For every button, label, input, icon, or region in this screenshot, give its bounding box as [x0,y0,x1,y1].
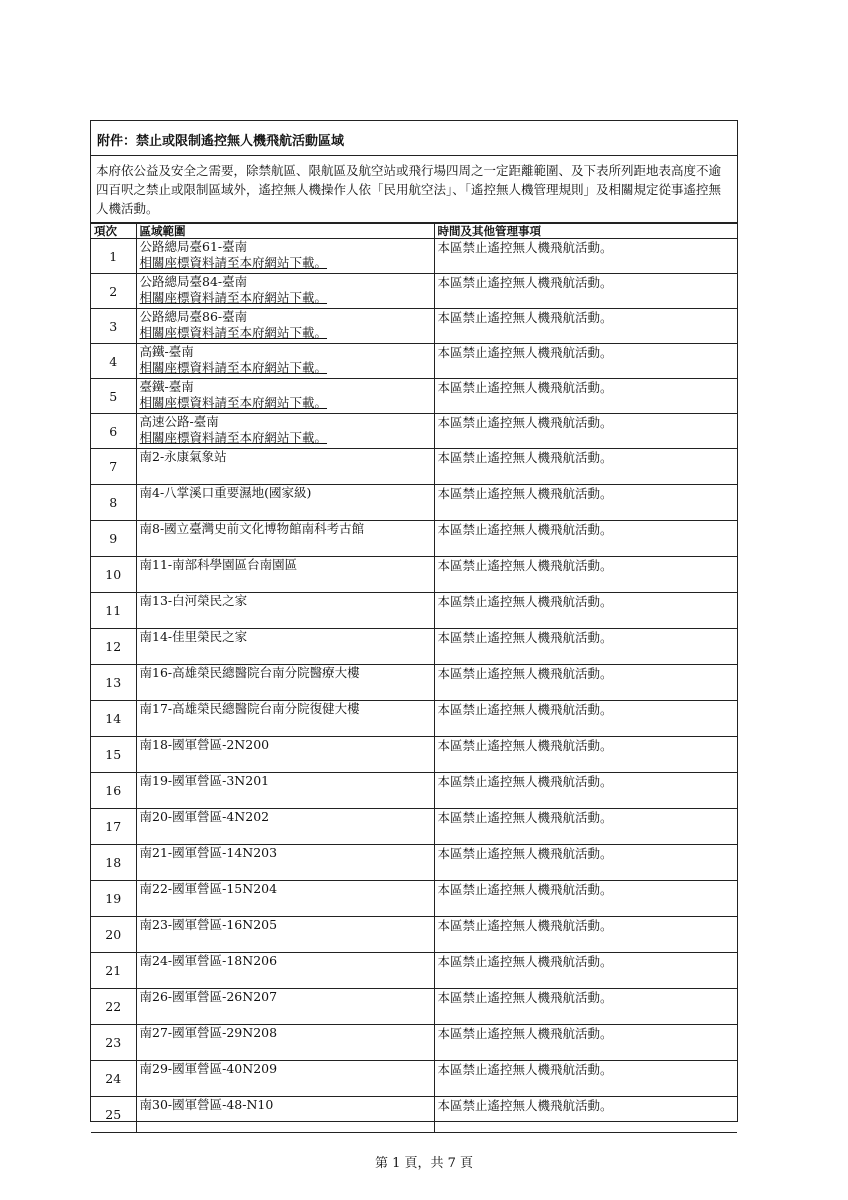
coordinate-note: 相關座標資料請至本府網站下載。 [139,255,328,270]
row-area [136,665,434,701]
table-row [91,1025,737,1061]
row-area [136,1061,434,1097]
row-number: 25 [91,1097,136,1133]
row-area [136,989,434,1025]
row-number: 7 [91,449,136,485]
row-area [136,917,434,953]
row-number: 3 [91,309,136,344]
area-name: 南14-佳里榮民之家 [139,629,248,644]
row-number: 11 [91,593,136,629]
area-name: 南24-國軍營區-18N206 [139,953,278,968]
row-area [136,274,434,309]
row-area [136,485,434,521]
row-number: 8 [91,485,136,521]
table-row [91,309,737,344]
row-area [136,809,434,845]
row-area [136,239,434,274]
row-rule: 本區禁止遙控無人機飛航活動。 [434,521,737,557]
row-rule: 本區禁止遙控無人機飛航活動。 [434,449,737,485]
area-name: 南20-國軍營區-4N202 [139,809,270,824]
area-name: 高鐵-臺南 [139,344,194,359]
table-row [91,239,737,274]
table-row [91,449,737,485]
area-name: 南16-高雄榮民總醫院台南分院醫療大樓 [139,665,360,680]
row-area [136,1097,434,1133]
coordinate-note: 相關座標資料請至本府網站下載。 [139,430,328,445]
area-name: 南2-永康氣象站 [139,449,227,464]
row-rule: 本區禁止遙控無人機飛航活動。 [434,379,737,414]
row-rule: 本區禁止遙控無人機飛航活動。 [434,845,737,881]
area-name: 南13-白河榮民之家 [139,593,248,608]
area-name: 公路總局臺86-臺南 [139,309,248,324]
area-name: 南4-八掌溪口重要濕地(國家級) [139,485,312,500]
area-name: 南8-國立臺灣史前文化博物館南科考古館 [139,521,365,536]
table-row [91,629,737,665]
area-name: 南23-國軍營區-16N205 [139,917,278,932]
table-row [91,809,737,845]
row-number: 17 [91,809,136,845]
area-name: 南11-南部科學園區台南園區 [139,557,298,572]
area-name: 臺鐵-臺南 [139,379,194,394]
row-number: 22 [91,989,136,1025]
table-row [91,917,737,953]
area-name: 南30-國軍營區-48-N10 [139,1097,274,1112]
row-area [136,449,434,485]
table-row [91,379,737,414]
table-row [91,989,737,1025]
area-name: 南22-國軍營區-15N204 [139,881,278,896]
table-row [91,665,737,701]
row-area [136,521,434,557]
row-area [136,557,434,593]
table-row [91,773,737,809]
area-name: 南29-國軍營區-40N209 [139,1061,278,1076]
row-area [136,845,434,881]
row-number: 18 [91,845,136,881]
row-rule: 本區禁止遙控無人機飛航活動。 [434,557,737,593]
row-rule: 本區禁止遙控無人機飛航活動。 [434,239,737,274]
row-rule: 本區禁止遙控無人機飛航活動。 [434,917,737,953]
restricted-areas-table [91,223,737,1133]
row-rule: 本區禁止遙控無人機飛航活動。 [434,593,737,629]
row-number: 13 [91,665,136,701]
table-row [91,414,737,449]
row-rule: 本區禁止遙控無人機飛航活動。 [434,881,737,917]
document-title: 附件：禁止或限制遙控無人機飛航活動區域 [91,121,737,156]
row-rule: 本區禁止遙控無人機飛航活動。 [434,274,737,309]
row-number: 15 [91,737,136,773]
table-row [91,344,737,379]
row-rule: 本區禁止遙控無人機飛航活動。 [434,629,737,665]
area-name: 南27-國軍營區-29N208 [139,1025,278,1040]
area-name: 南18-國軍營區-2N200 [139,737,270,752]
area-name: 南26-國軍營區-26N207 [139,989,278,1004]
row-rule: 本區禁止遙控無人機飛航活動。 [434,737,737,773]
row-number: 16 [91,773,136,809]
row-rule: 本區禁止遙控無人機飛航活動。 [434,701,737,737]
coordinate-note: 相關座標資料請至本府網站下載。 [139,290,328,305]
table-row [91,593,737,629]
row-number: 12 [91,629,136,665]
table-row [91,881,737,917]
row-area [136,593,434,629]
row-area [136,701,434,737]
row-area [136,1025,434,1061]
row-rule: 本區禁止遙控無人機飛航活動。 [434,809,737,845]
row-area [136,379,434,414]
area-name: 南19-國軍營區-3N201 [139,773,270,788]
table-row [91,701,737,737]
area-name: 高速公路-臺南 [139,414,219,429]
table-row [91,845,737,881]
row-number: 24 [91,1061,136,1097]
row-area [136,737,434,773]
table-row [91,485,737,521]
coordinate-note: 相關座標資料請至本府網站下載。 [139,325,328,340]
row-rule: 本區禁止遙控無人機飛航活動。 [434,665,737,701]
table-row [91,557,737,593]
coordinate-note: 相關座標資料請至本府網站下載。 [139,360,328,375]
row-rule: 本區禁止遙控無人機飛航活動。 [434,414,737,449]
table-body [91,239,737,1133]
row-area [136,344,434,379]
row-number: 19 [91,881,136,917]
document-frame [90,120,738,1122]
row-area [136,953,434,989]
area-name: 南17-高雄榮民總醫院台南分院復健大樓 [139,701,360,716]
row-area [136,773,434,809]
header-area: 區域範圍 [136,224,434,239]
row-number: 10 [91,557,136,593]
row-number: 6 [91,414,136,449]
row-rule: 本區禁止遙控無人機飛航活動。 [434,485,737,521]
row-number: 14 [91,701,136,737]
row-rule: 本區禁止遙控無人機飛航活動。 [434,1097,737,1133]
row-rule: 本區禁止遙控無人機飛航活動。 [434,773,737,809]
row-number: 2 [91,274,136,309]
table-row [91,1097,737,1133]
row-number: 9 [91,521,136,557]
table-header-row [91,224,737,239]
row-number: 4 [91,344,136,379]
row-number: 21 [91,953,136,989]
row-number: 20 [91,917,136,953]
table-row [91,521,737,557]
header-no: 項次 [91,224,136,239]
row-rule: 本區禁止遙控無人機飛航活動。 [434,989,737,1025]
row-number: 23 [91,1025,136,1061]
row-number: 5 [91,379,136,414]
table-row [91,274,737,309]
table-row [91,737,737,773]
row-rule: 本區禁止遙控無人機飛航活動。 [434,344,737,379]
area-name: 公路總局臺84-臺南 [139,274,248,289]
table-row [91,1061,737,1097]
page-footer: 第 1 頁，共 7 頁 [374,1156,474,1171]
intro-paragraph: 本府依公益及安全之需要，除禁航區、限航區及航空站或飛行場四周之一定距離範圍、及下表所列距地表高度不逾四百呎之禁止或限制區域外，遙控無人機操作人依「民用航空法」、「遙控無人機管理規則」及相關規定從事遙控無人機活動。 [91,156,737,223]
row-area [136,629,434,665]
header-rule: 時間及其他管理事項 [434,224,737,239]
row-rule: 本區禁止遙控無人機飛航活動。 [434,1025,737,1061]
table-row [91,953,737,989]
row-number: 1 [91,239,136,274]
area-name: 公路總局臺61-臺南 [139,239,248,254]
row-rule: 本區禁止遙控無人機飛航活動。 [434,1061,737,1097]
row-area [136,414,434,449]
row-rule: 本區禁止遙控無人機飛航活動。 [434,953,737,989]
row-rule: 本區禁止遙控無人機飛航活動。 [434,309,737,344]
area-name: 南21-國軍營區-14N203 [139,845,278,860]
coordinate-note: 相關座標資料請至本府網站下載。 [139,395,328,410]
row-area [136,309,434,344]
row-area [136,881,434,917]
